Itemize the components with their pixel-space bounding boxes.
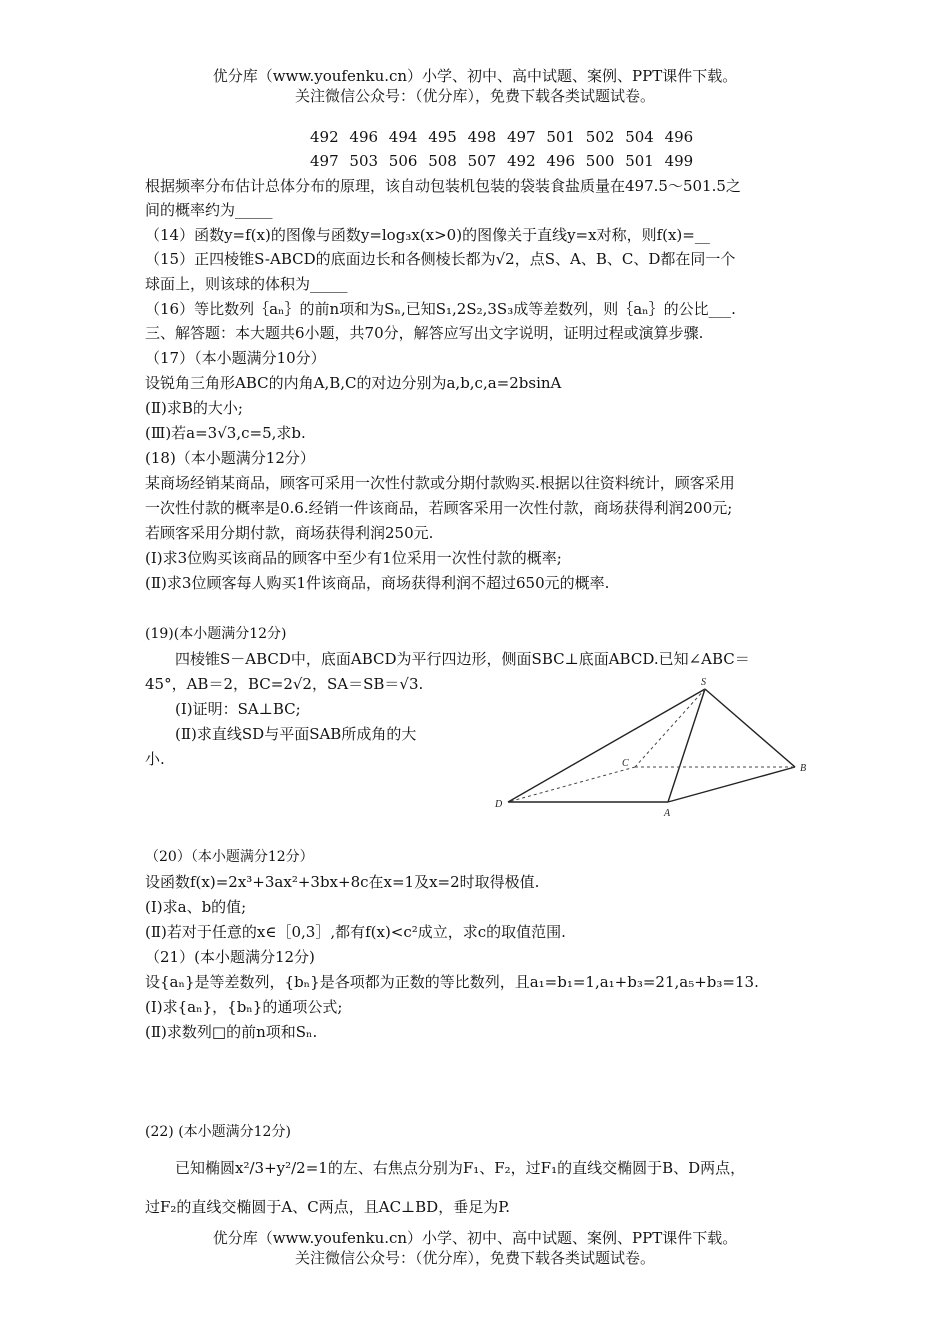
edge-SC <box>635 689 705 767</box>
q19-text-2: 45°，AB＝2，BC=2√2，SA＝SB＝√3. <box>145 675 424 693</box>
q19-part-1: (Ⅰ)证明：SA⊥BC; <box>175 700 301 718</box>
q22-title: (22) (本小题满分12分) <box>145 1124 291 1140</box>
q18-title: (18)（本小题满分12分） <box>145 449 315 467</box>
edge-CD <box>508 767 635 802</box>
q17-part-1: (Ⅱ)求B的大小; <box>145 399 243 417</box>
q19-title: (19)(本小题满分12分) <box>145 626 287 642</box>
pyramid-figure <box>490 676 820 821</box>
q15-text-2: 球面上，则该球的体积为_____ <box>145 275 348 293</box>
edge-SD <box>508 689 705 802</box>
edge-AB <box>668 767 795 802</box>
q21-title: （21）(本小题满分12分) <box>145 948 315 966</box>
q20-title: （20）（本小题满分12分） <box>145 849 314 865</box>
q22-text-1: 已知椭圆x²/3+y²/2=1的左、右焦点分别为F₁、F₂，过F₁的直线交椭圆于B、D两点， <box>175 1159 746 1177</box>
q16-text: （16）等比数列｛aₙ｝的前n项和为Sₙ,已知S₁,2S₂,3S₃成等差数列，则｛aₙ｝的公比___. <box>145 300 736 318</box>
header-line-1: 优分库（www.youfenku.cn）小学、初中、高中试题、案例、PPT课件下载。 <box>212 67 738 85</box>
q20-part-1: (Ⅰ)求a、b的值; <box>145 898 247 916</box>
q19-part-2: (Ⅱ)求直线SD与平面SAB所成角的大 <box>175 725 417 743</box>
label-D: D <box>495 799 503 810</box>
q18-text-2: 一次性付款的概率是0.6.经销一件该商品，若顾客采用一次性付款，商场获得利润200元; <box>145 499 733 517</box>
label-C: C <box>622 758 629 769</box>
q21-part-1: (Ⅰ)求{aₙ}，{bₙ}的通项公式; <box>145 998 343 1016</box>
header-line-2: 关注微信公众号：（优分库），免费下载各类试题试卷。 <box>294 87 655 105</box>
q13-text-2: 间的概率约为_____ <box>145 201 273 219</box>
q17-title: （17）（本小题满分10分） <box>145 349 326 367</box>
data-row-1: 492 496 494 495 498 497 501 502 504 496 <box>310 128 694 146</box>
label-A: A <box>664 808 671 819</box>
q18-text-3: 若顾客采用分期付款，商场获得利润250元. <box>145 524 434 542</box>
q20-text: 设函数f(x)=2x³+3ax²+3bx+8c在x=1及x=2时取得极值. <box>145 873 540 891</box>
q15-text-1: （15）正四棱锥S-ABCD的底面边长和各侧棱长都为√2，点S、A、B、C、D都在同一个 <box>145 250 736 268</box>
q21-part-2: (Ⅱ)求数列□的前n项和Sₙ. <box>145 1023 318 1041</box>
edge-SA <box>668 689 705 802</box>
q18-text-1: 某商场经销某商品，顾客可采用一次性付款或分期付款购买.根据以往资料统计，顾客采用 <box>145 474 735 492</box>
q19-part-2-cont: 小. <box>145 750 165 768</box>
q17-part-2: (Ⅲ)若a=3√3,c=5,求b. <box>145 424 306 442</box>
q22-text-2: 过F₂的直线交椭圆于A、C两点，且AC⊥BD，垂足为P. <box>145 1198 511 1216</box>
q21-text: 设{aₙ}是等差数列，{bₙ}是各项都为正数的等比数列，且a₁=b₁=1,a₁+b₃=21,a₅+b₃=13. <box>145 973 759 991</box>
edge-SB <box>705 689 795 767</box>
footer-line-1: 优分库（www.youfenku.cn）小学、初中、高中试题、案例、PPT课件下载。 <box>212 1229 738 1247</box>
q20-part-2: (Ⅱ)若对于任意的x∈［0,3］,都有f(x)<c²成立，求c的取值范围. <box>145 923 566 941</box>
q19-text-1: 四棱锥S－ABCD中，底面ABCD为平行四边形，侧面SBC⊥底面ABCD.已知∠ABC＝ <box>175 650 750 668</box>
data-row-2: 497 503 506 508 507 492 496 500 501 499 <box>310 152 694 170</box>
footer-line-2: 关注微信公众号：（优分库），免费下载各类试题试卷。 <box>294 1249 655 1267</box>
label-B: B <box>800 763 807 774</box>
label-S: S <box>701 677 706 688</box>
q18-part-1: (Ⅰ)求3位购买该商品的顾客中至少有1位采用一次性付款的概率; <box>145 549 562 567</box>
q18-part-2: (Ⅱ)求3位顾客每人购买1件该商品，商场获得利润不超过650元的概率. <box>145 574 610 592</box>
q14-text: （14）函数y=f(x)的图像与函数y=log₃x(x>0)的图像关于直线y=x对称，则f(x)=__ <box>145 226 710 244</box>
q17-text: 设锐角三角形ABC的内角A,B,C的对边分别为a,b,c,a=2bsinA <box>145 374 562 392</box>
q13-text-1: 根据频率分布估计总体分布的原理，该自动包装机包装的袋装食盐质量在497.5～501.5之 <box>145 177 741 195</box>
section-3-title: 三、解答题：本大题共6小题，共70分，解答应写出文字说明，证明过程或演算步骤. <box>145 324 704 342</box>
